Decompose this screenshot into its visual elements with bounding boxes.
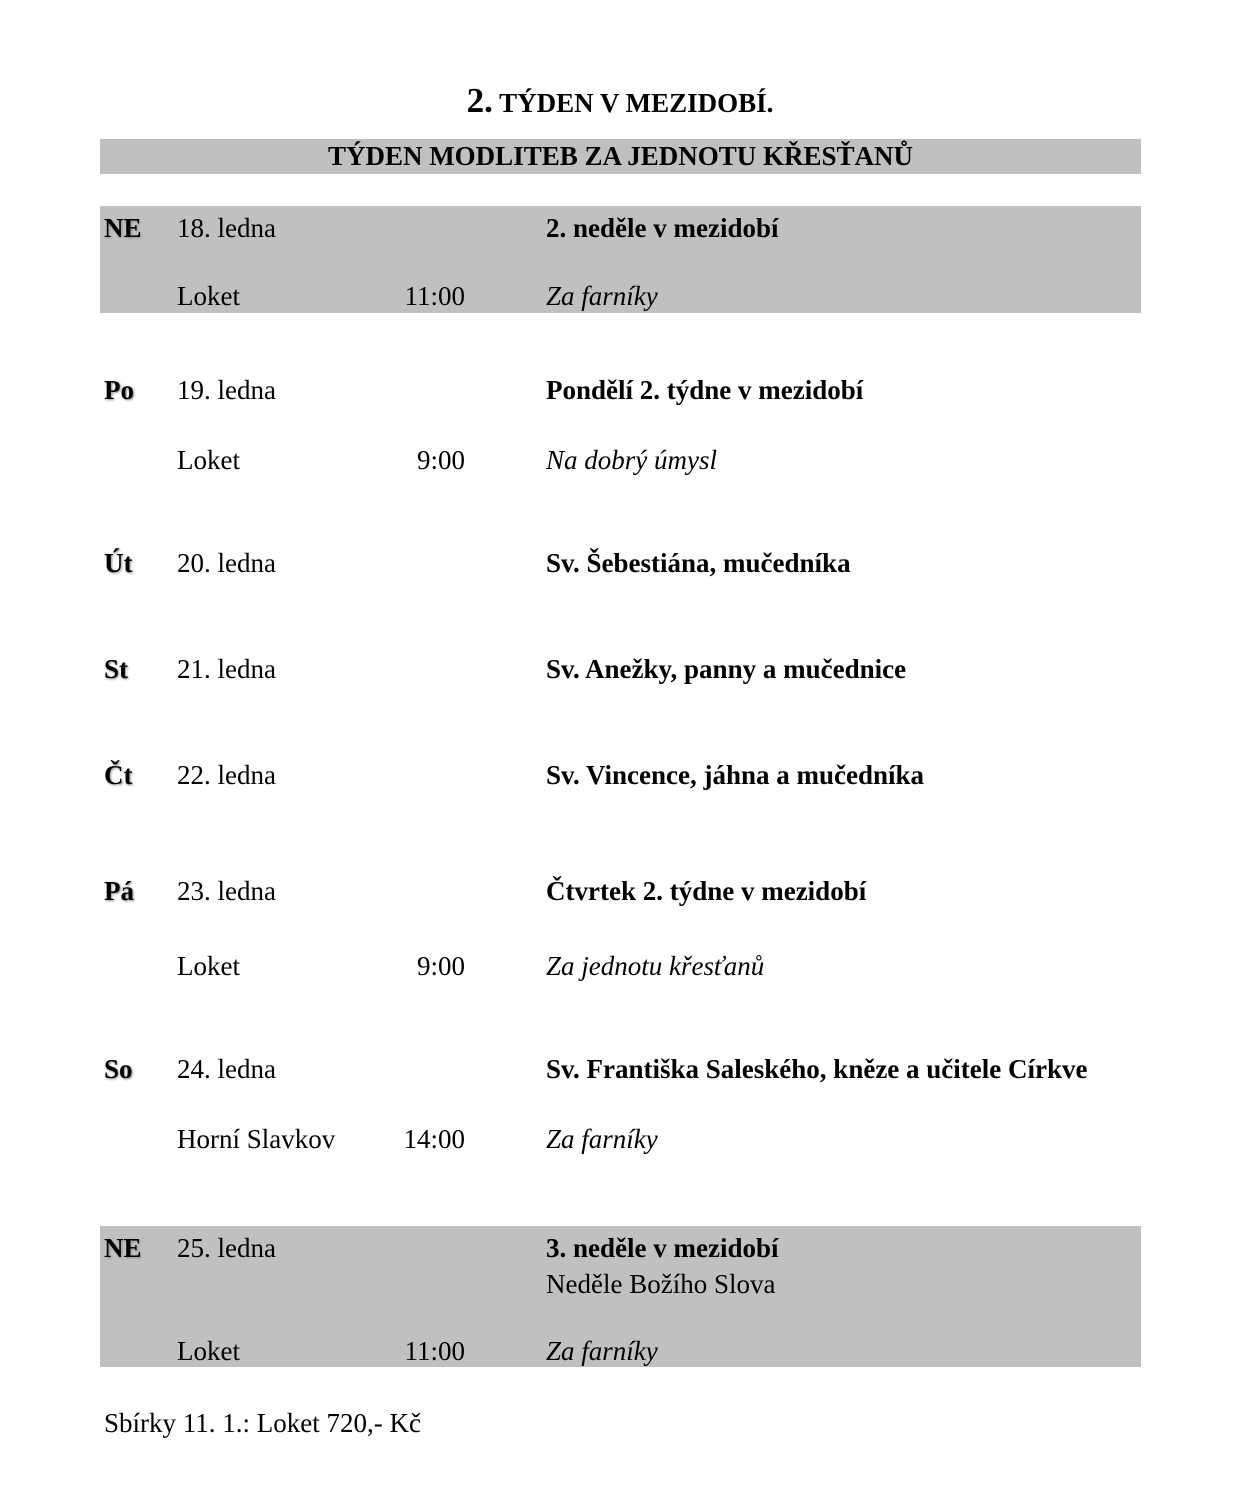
feast-subtitle: Neděle Božího Slova xyxy=(546,1269,776,1299)
day-label: Čt xyxy=(104,760,133,790)
mass-intention: Za farníky xyxy=(546,1336,658,1366)
date-label: 18. ledna xyxy=(177,213,276,243)
day-label: NE xyxy=(104,1233,142,1263)
feast-title: 3. neděle v mezidobí xyxy=(546,1233,779,1263)
mass-place: Loket xyxy=(177,1336,240,1366)
mass-intention: Za farníky xyxy=(546,281,658,311)
page-title xyxy=(0,76,1240,128)
date-label: 19. ledna xyxy=(177,375,276,405)
mass-time: 11:00 xyxy=(404,1336,465,1366)
feast-title: Sv. Šebestiána, mučedníka xyxy=(546,548,851,578)
title-number: 2. xyxy=(466,81,493,120)
mass-time: 14:00 xyxy=(403,1124,465,1154)
day-label: Po xyxy=(104,375,134,405)
collections-note: Sbírky 11. 1.: Loket 720,- Kč xyxy=(104,1408,421,1438)
mass-place: Loket xyxy=(177,281,240,311)
page-subtitle: TÝDEN MODLITEB ZA JEDNOTU KŘESŤANŮ xyxy=(327,141,914,171)
mass-time: 9:00 xyxy=(416,445,465,475)
mass-place: Loket xyxy=(177,445,240,475)
date-label: 24. ledna xyxy=(177,1054,276,1084)
mass-place: Horní Slavkov xyxy=(177,1124,336,1154)
feast-title: Sv. Františka Saleského, kněze a učitele Církve xyxy=(546,1054,1088,1084)
day-label: Út xyxy=(104,548,133,578)
subtitle-bar xyxy=(100,139,1141,174)
feast-title: Čtvrtek 2. týdne v mezidobí xyxy=(546,876,867,906)
date-label: 22. ledna xyxy=(177,760,276,790)
day-label: Pá xyxy=(104,876,134,906)
date-label: 23. ledna xyxy=(177,876,276,906)
feast-title: Sv. Anežky, panny a mučednice xyxy=(546,654,907,684)
feast-title: Pondělí 2. týdne v mezidobí xyxy=(546,375,864,405)
mass-time: 11:00 xyxy=(404,281,465,311)
date-label: 20. ledna xyxy=(177,548,276,578)
mass-intention: Za farníky xyxy=(546,1124,658,1154)
mass-time: 9:00 xyxy=(416,951,465,981)
mass-intention: Na dobrý úmysl xyxy=(546,445,717,475)
day-label: So xyxy=(104,1054,133,1084)
day-label: St xyxy=(104,654,129,684)
day-label: NE xyxy=(104,213,142,243)
mass-intention: Za jednotu křesťanů xyxy=(546,951,765,981)
date-label: 21. ledna xyxy=(177,654,276,684)
mass-place: Loket xyxy=(177,951,240,981)
feast-title: Sv. Vincence, jáhna a mučedníka xyxy=(546,760,925,790)
date-label: 25. ledna xyxy=(177,1233,276,1263)
title-text: TÝDEN V MEZIDOBÍ. xyxy=(499,88,774,118)
feast-title: 2. neděle v mezidobí xyxy=(546,213,779,243)
